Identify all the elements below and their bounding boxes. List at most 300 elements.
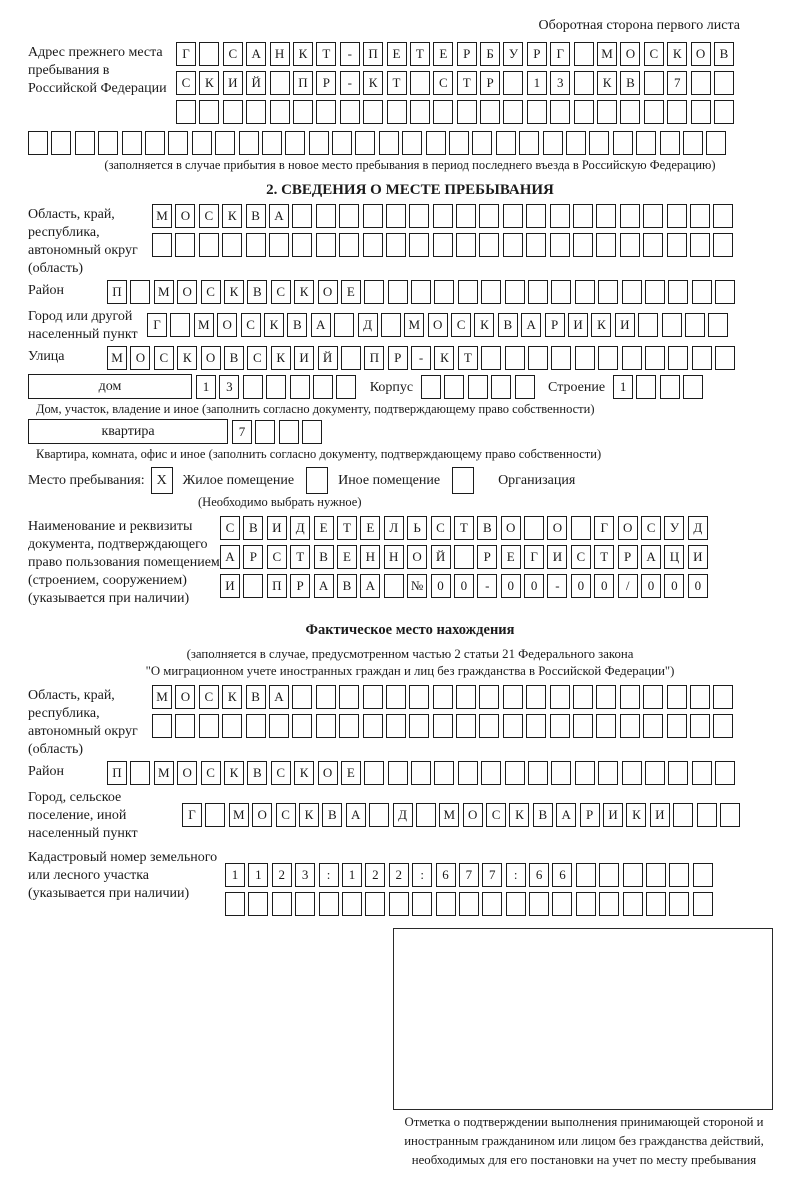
char-box[interactable]: [270, 71, 290, 95]
char-box[interactable]: [270, 100, 290, 124]
char-box[interactable]: О: [691, 42, 711, 66]
char-box[interactable]: К: [299, 803, 319, 827]
char-box[interactable]: [290, 375, 310, 399]
char-box[interactable]: [479, 233, 499, 257]
char-box[interactable]: [145, 131, 165, 155]
char-box[interactable]: [505, 761, 525, 785]
char-box[interactable]: [152, 714, 172, 738]
char-box[interactable]: [714, 100, 734, 124]
char-box[interactable]: [643, 204, 663, 228]
char-box[interactable]: 1: [527, 71, 547, 95]
char-box[interactable]: [668, 280, 688, 304]
char-box[interactable]: О: [130, 346, 150, 370]
char-box[interactable]: [480, 100, 500, 124]
char-box[interactable]: 2: [365, 863, 385, 887]
char-box[interactable]: Т: [290, 545, 310, 569]
char-box[interactable]: Л: [384, 516, 404, 540]
char-box[interactable]: [623, 892, 643, 916]
char-box[interactable]: Р: [527, 42, 547, 66]
char-box[interactable]: [575, 280, 595, 304]
city-row[interactable]: [147, 313, 732, 337]
char-box[interactable]: [122, 131, 142, 155]
char-box[interactable]: [454, 545, 474, 569]
char-box[interactable]: В: [322, 803, 342, 827]
char-box[interactable]: [434, 761, 454, 785]
char-box[interactable]: 0: [594, 574, 614, 598]
char-box[interactable]: [622, 280, 642, 304]
char-box[interactable]: К: [591, 313, 611, 337]
char-box[interactable]: [526, 685, 546, 709]
char-box[interactable]: Т: [410, 42, 430, 66]
char-box[interactable]: Е: [341, 280, 361, 304]
char-box[interactable]: [646, 892, 666, 916]
char-box[interactable]: Д: [688, 516, 708, 540]
char-box[interactable]: М: [194, 313, 214, 337]
char-box[interactable]: 0: [454, 574, 474, 598]
char-box[interactable]: [566, 131, 586, 155]
char-box[interactable]: [576, 892, 596, 916]
char-box[interactable]: [693, 863, 713, 887]
char-box[interactable]: Е: [501, 545, 521, 569]
char-box[interactable]: В: [533, 803, 553, 827]
char-box[interactable]: [339, 204, 359, 228]
char-box[interactable]: Т: [594, 545, 614, 569]
char-box[interactable]: [515, 375, 535, 399]
char-box[interactable]: 7: [482, 863, 502, 887]
char-box[interactable]: 1: [196, 375, 216, 399]
char-box[interactable]: О: [407, 545, 427, 569]
char-box[interactable]: [248, 892, 268, 916]
char-box[interactable]: [402, 131, 422, 155]
char-box[interactable]: [339, 685, 359, 709]
char-box[interactable]: [669, 863, 689, 887]
char-box[interactable]: [505, 346, 525, 370]
char-box[interactable]: [456, 204, 476, 228]
char-box[interactable]: М: [439, 803, 459, 827]
char-box[interactable]: Е: [341, 761, 361, 785]
char-box[interactable]: /: [618, 574, 638, 598]
district-row[interactable]: [107, 280, 739, 304]
char-box[interactable]: [332, 131, 352, 155]
char-box[interactable]: [316, 714, 336, 738]
char-box[interactable]: И: [223, 71, 243, 95]
char-box[interactable]: О: [620, 42, 640, 66]
char-box[interactable]: И: [294, 346, 314, 370]
char-box[interactable]: С: [451, 313, 471, 337]
char-box[interactable]: Н: [384, 545, 404, 569]
char-box[interactable]: К: [294, 280, 314, 304]
char-box[interactable]: [433, 233, 453, 257]
char-box[interactable]: 0: [431, 574, 451, 598]
char-box[interactable]: [596, 233, 616, 257]
char-box[interactable]: [389, 892, 409, 916]
char-box[interactable]: М: [597, 42, 617, 66]
char-box[interactable]: [363, 204, 383, 228]
char-box[interactable]: А: [269, 685, 289, 709]
char-box[interactable]: М: [154, 280, 174, 304]
char-box[interactable]: К: [667, 42, 687, 66]
char-box[interactable]: [175, 714, 195, 738]
char-box[interactable]: [479, 714, 499, 738]
char-box[interactable]: [246, 233, 266, 257]
char-box[interactable]: [715, 346, 735, 370]
char-box[interactable]: [199, 42, 219, 66]
char-box[interactable]: [295, 892, 315, 916]
char-box[interactable]: [363, 714, 383, 738]
char-box[interactable]: В: [243, 516, 263, 540]
char-box[interactable]: [543, 131, 563, 155]
char-box[interactable]: [551, 280, 571, 304]
char-box[interactable]: С: [201, 280, 221, 304]
char-box[interactable]: №: [407, 574, 427, 598]
char-box[interactable]: [292, 204, 312, 228]
char-box[interactable]: [685, 313, 705, 337]
char-box[interactable]: С: [199, 204, 219, 228]
char-box[interactable]: [643, 714, 663, 738]
char-box[interactable]: К: [199, 71, 219, 95]
char-box[interactable]: [574, 42, 594, 66]
other-premises-checkbox[interactable]: [306, 467, 328, 494]
char-box[interactable]: Р: [290, 574, 310, 598]
korpus-row[interactable]: [421, 375, 538, 399]
char-box[interactable]: [668, 346, 688, 370]
char-box[interactable]: [524, 516, 544, 540]
char-box[interactable]: [481, 280, 501, 304]
document-row-2[interactable]: [220, 545, 711, 569]
char-box[interactable]: А: [346, 803, 366, 827]
char-box[interactable]: [316, 100, 336, 124]
char-box[interactable]: :: [319, 863, 339, 887]
char-box[interactable]: О: [318, 761, 338, 785]
char-box[interactable]: [168, 131, 188, 155]
prev-address-row-1[interactable]: [176, 42, 737, 66]
char-box[interactable]: 1: [342, 863, 362, 887]
char-box[interactable]: В: [337, 574, 357, 598]
char-box[interactable]: А: [220, 545, 240, 569]
char-box[interactable]: С: [220, 516, 240, 540]
char-box[interactable]: 3: [550, 71, 570, 95]
char-box[interactable]: К: [294, 761, 314, 785]
char-box[interactable]: [527, 100, 547, 124]
char-box[interactable]: В: [246, 685, 266, 709]
char-box[interactable]: 0: [688, 574, 708, 598]
char-box[interactable]: О: [217, 313, 237, 337]
char-box[interactable]: 7: [667, 71, 687, 95]
char-box[interactable]: О: [501, 516, 521, 540]
char-box[interactable]: [550, 100, 570, 124]
char-box[interactable]: [292, 714, 312, 738]
char-box[interactable]: Г: [594, 516, 614, 540]
char-box[interactable]: Р: [316, 71, 336, 95]
char-box[interactable]: 2: [389, 863, 409, 887]
char-box[interactable]: -: [477, 574, 497, 598]
cadastral-row-2[interactable]: [225, 892, 716, 916]
char-box[interactable]: А: [521, 313, 541, 337]
char-box[interactable]: [623, 863, 643, 887]
char-box[interactable]: Р: [618, 545, 638, 569]
char-box[interactable]: [551, 761, 571, 785]
char-box[interactable]: В: [247, 761, 267, 785]
char-box[interactable]: С: [271, 280, 291, 304]
char-box[interactable]: [683, 375, 703, 399]
char-box[interactable]: [410, 71, 430, 95]
char-box[interactable]: [152, 233, 172, 257]
char-box[interactable]: [596, 204, 616, 228]
char-box[interactable]: С: [433, 71, 453, 95]
char-box[interactable]: [479, 204, 499, 228]
char-box[interactable]: В: [477, 516, 497, 540]
char-box[interactable]: [526, 714, 546, 738]
char-box[interactable]: [552, 892, 572, 916]
char-box[interactable]: Т: [458, 346, 478, 370]
char-box[interactable]: [319, 892, 339, 916]
char-box[interactable]: В: [714, 42, 734, 66]
char-box[interactable]: [613, 131, 633, 155]
char-box[interactable]: [503, 204, 523, 228]
char-box[interactable]: [715, 280, 735, 304]
char-box[interactable]: [691, 71, 711, 95]
char-box[interactable]: С: [241, 313, 261, 337]
char-box[interactable]: К: [434, 346, 454, 370]
char-box[interactable]: [660, 131, 680, 155]
char-box[interactable]: [645, 761, 665, 785]
char-box[interactable]: [416, 803, 436, 827]
char-box[interactable]: [355, 131, 375, 155]
char-box[interactable]: О: [177, 761, 197, 785]
char-box[interactable]: С: [154, 346, 174, 370]
char-box[interactable]: [379, 131, 399, 155]
char-box[interactable]: Г: [182, 803, 202, 827]
char-box[interactable]: И: [267, 516, 287, 540]
prev-address-row-4[interactable]: [28, 131, 792, 155]
char-box[interactable]: [436, 892, 456, 916]
char-box[interactable]: [491, 375, 511, 399]
char-box[interactable]: С: [641, 516, 661, 540]
char-box[interactable]: [668, 761, 688, 785]
char-box[interactable]: [645, 280, 665, 304]
char-box[interactable]: Ь: [407, 516, 427, 540]
char-box[interactable]: [596, 685, 616, 709]
char-box[interactable]: К: [224, 280, 244, 304]
char-box[interactable]: [313, 375, 333, 399]
char-box[interactable]: [645, 346, 665, 370]
char-box[interactable]: [456, 685, 476, 709]
char-box[interactable]: О: [318, 280, 338, 304]
char-box[interactable]: С: [271, 761, 291, 785]
char-box[interactable]: [239, 131, 259, 155]
char-box[interactable]: И: [603, 803, 623, 827]
char-box[interactable]: [692, 280, 712, 304]
char-box[interactable]: [644, 100, 664, 124]
char-box[interactable]: [636, 375, 656, 399]
char-box[interactable]: [646, 863, 666, 887]
char-box[interactable]: [215, 131, 235, 155]
char-box[interactable]: [51, 131, 71, 155]
char-box[interactable]: Б: [480, 42, 500, 66]
char-box[interactable]: [690, 204, 710, 228]
char-box[interactable]: [550, 714, 570, 738]
char-box[interactable]: [223, 100, 243, 124]
char-box[interactable]: [269, 714, 289, 738]
char-box[interactable]: [363, 685, 383, 709]
char-box[interactable]: Д: [393, 803, 413, 827]
char-box[interactable]: [369, 803, 389, 827]
char-box[interactable]: Р: [457, 42, 477, 66]
char-box[interactable]: С: [644, 42, 664, 66]
char-box[interactable]: О: [252, 803, 272, 827]
char-box[interactable]: Т: [457, 71, 477, 95]
char-box[interactable]: [620, 685, 640, 709]
char-box[interactable]: [673, 803, 693, 827]
char-box[interactable]: С: [176, 71, 196, 95]
char-box[interactable]: [262, 131, 282, 155]
char-box[interactable]: [339, 714, 359, 738]
char-box[interactable]: [713, 714, 733, 738]
char-box[interactable]: 0: [524, 574, 544, 598]
char-box[interactable]: С: [223, 42, 243, 66]
char-box[interactable]: Й: [246, 71, 266, 95]
char-box[interactable]: -: [340, 42, 360, 66]
char-box[interactable]: [690, 714, 710, 738]
char-box[interactable]: О: [201, 346, 221, 370]
char-box[interactable]: [426, 131, 446, 155]
char-box[interactable]: П: [293, 71, 313, 95]
char-box[interactable]: 1: [248, 863, 268, 887]
char-box[interactable]: К: [224, 761, 244, 785]
char-box[interactable]: [598, 280, 618, 304]
char-box[interactable]: К: [509, 803, 529, 827]
char-box[interactable]: И: [220, 574, 240, 598]
char-box[interactable]: [690, 685, 710, 709]
char-box[interactable]: В: [224, 346, 244, 370]
char-box[interactable]: [697, 803, 717, 827]
prev-address-row-2[interactable]: [176, 71, 737, 95]
char-box[interactable]: К: [264, 313, 284, 337]
char-box[interactable]: [573, 233, 593, 257]
char-box[interactable]: О: [175, 204, 195, 228]
char-box[interactable]: [481, 346, 501, 370]
char-box[interactable]: Г: [176, 42, 196, 66]
char-box[interactable]: [599, 863, 619, 887]
char-box[interactable]: О: [175, 685, 195, 709]
char-box[interactable]: [706, 131, 726, 155]
residential-checkbox[interactable]: X: [151, 467, 173, 494]
char-box[interactable]: [667, 714, 687, 738]
char-box[interactable]: [690, 233, 710, 257]
char-box[interactable]: Р: [477, 545, 497, 569]
char-box[interactable]: [292, 233, 312, 257]
char-box[interactable]: [575, 346, 595, 370]
char-box[interactable]: [713, 685, 733, 709]
char-box[interactable]: [481, 761, 501, 785]
char-box[interactable]: О: [428, 313, 448, 337]
char-box[interactable]: С: [486, 803, 506, 827]
char-box[interactable]: О: [177, 280, 197, 304]
char-box[interactable]: [176, 100, 196, 124]
char-box[interactable]: [363, 100, 383, 124]
char-box[interactable]: [550, 204, 570, 228]
char-box[interactable]: [409, 714, 429, 738]
char-box[interactable]: [225, 892, 245, 916]
char-box[interactable]: [503, 714, 523, 738]
char-box[interactable]: К: [271, 346, 291, 370]
char-box[interactable]: [575, 761, 595, 785]
char-box[interactable]: [205, 803, 225, 827]
char-box[interactable]: [444, 375, 464, 399]
char-box[interactable]: Р: [580, 803, 600, 827]
char-box[interactable]: [503, 233, 523, 257]
char-box[interactable]: Е: [337, 545, 357, 569]
char-box[interactable]: К: [222, 685, 242, 709]
char-box[interactable]: [255, 420, 275, 444]
house-number-row[interactable]: [196, 375, 360, 399]
char-box[interactable]: [598, 761, 618, 785]
char-box[interactable]: :: [506, 863, 526, 887]
char-box[interactable]: С: [267, 545, 287, 569]
char-box[interactable]: [339, 233, 359, 257]
char-box[interactable]: С: [201, 761, 221, 785]
stroenie-row[interactable]: [613, 375, 707, 399]
char-box[interactable]: [279, 420, 299, 444]
char-box[interactable]: [574, 100, 594, 124]
char-box[interactable]: Т: [337, 516, 357, 540]
char-box[interactable]: [550, 685, 570, 709]
char-box[interactable]: 6: [529, 863, 549, 887]
char-box[interactable]: [365, 892, 385, 916]
char-box[interactable]: С: [247, 346, 267, 370]
char-box[interactable]: О: [463, 803, 483, 827]
char-box[interactable]: П: [364, 346, 384, 370]
char-box[interactable]: В: [314, 545, 334, 569]
char-box[interactable]: [496, 131, 516, 155]
char-box[interactable]: [285, 131, 305, 155]
char-box[interactable]: [528, 761, 548, 785]
document-row-3[interactable]: [220, 574, 711, 598]
char-box[interactable]: А: [641, 545, 661, 569]
char-box[interactable]: К: [626, 803, 646, 827]
char-box[interactable]: [386, 714, 406, 738]
char-box[interactable]: П: [267, 574, 287, 598]
char-box[interactable]: [667, 204, 687, 228]
char-box[interactable]: [433, 204, 453, 228]
char-box[interactable]: [620, 714, 640, 738]
char-box[interactable]: [573, 204, 593, 228]
char-box[interactable]: Р: [388, 346, 408, 370]
char-box[interactable]: Т: [387, 71, 407, 95]
char-box[interactable]: Й: [431, 545, 451, 569]
char-box[interactable]: 0: [501, 574, 521, 598]
char-box[interactable]: К: [474, 313, 494, 337]
char-box[interactable]: [386, 204, 406, 228]
char-box[interactable]: [246, 714, 266, 738]
char-box[interactable]: А: [556, 803, 576, 827]
char-box[interactable]: [342, 892, 362, 916]
char-box[interactable]: [713, 233, 733, 257]
char-box[interactable]: С: [199, 685, 219, 709]
char-box[interactable]: [596, 714, 616, 738]
confirmation-stamp-box[interactable]: [393, 928, 773, 1110]
char-box[interactable]: М: [154, 761, 174, 785]
char-box[interactable]: [222, 233, 242, 257]
char-box[interactable]: [715, 761, 735, 785]
char-box[interactable]: С: [571, 545, 591, 569]
char-box[interactable]: М: [404, 313, 424, 337]
char-box[interactable]: 6: [436, 863, 456, 887]
char-box[interactable]: [550, 233, 570, 257]
char-box[interactable]: [503, 71, 523, 95]
char-box[interactable]: [316, 233, 336, 257]
char-box[interactable]: 0: [641, 574, 661, 598]
